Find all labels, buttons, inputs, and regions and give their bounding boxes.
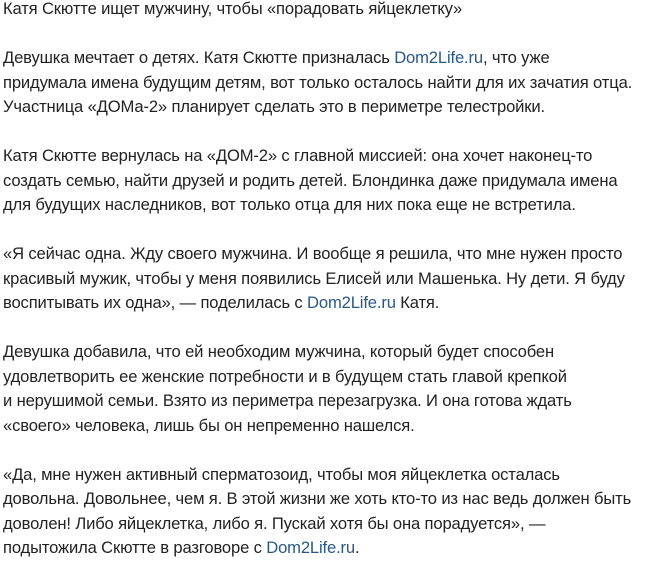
text-run: Катя. (395, 293, 440, 312)
paragraph-2 (3, 144, 670, 218)
paragraph-line: придумала имена будущим детям, вот только осталось найти для их зачатия отца. (3, 72, 633, 92)
paragraph-line: красивый мужик, чтобы у меня появились Елисей или Машенька. Ну дети. Я буду (3, 268, 625, 288)
dom2life-link[interactable]: Dom2Life.ru (307, 293, 396, 312)
text-run: . (354, 538, 360, 557)
paragraph-line (3, 291, 670, 316)
article-title (3, 0, 670, 22)
paragraph-line: Девушка добавила, что ей необходим мужчина, который будет способен (3, 342, 554, 361)
text-run: Девушка мечтает о детях. Катя Скютте призналась (3, 48, 395, 67)
paragraph-line: удовлетворить ее женские потребности и в будущем стать главой крепкой (3, 366, 567, 386)
paragraph-line: для будущих наследников, вот только отца для них пока еще не встретила. (3, 195, 576, 214)
paragraph-line: Участница «ДОМа-2» планирует сделать это в периметре телестройки. (3, 97, 545, 116)
paragraph-line: доволен! Либо яйцеклетка, либо я. Пускай хотя бы она порадуется», — (3, 513, 546, 533)
paragraph-line (3, 46, 670, 71)
paragraph-line (3, 536, 670, 561)
paragraph-1 (3, 46, 670, 120)
paragraph-line: довольна. Довольнее, чем я. В этой жизни же хоть кто-то из нас ведь должен быть (3, 489, 632, 508)
text-run: подытожила Скютте в разговоре с (3, 538, 267, 557)
text-run: воспитывать их одна», — поделилась с (3, 293, 308, 312)
paragraph-3-quote (3, 242, 670, 316)
paragraph-line: и нерушимой семьи. Взято из периметра перезагрузка. И она готова ждать (3, 391, 572, 410)
paragraph-4 (3, 340, 670, 438)
paragraph-line: «Я сейчас одна. Жду своего мужчина. И вообще я решила, что мне нужен просто (3, 244, 623, 263)
text-run: , что уже (482, 48, 550, 67)
paragraph-line: Катя Скютте вернулась на «ДОМ-2» с главной миссией: она хочет наконец-то (3, 146, 593, 165)
article-body (3, 0, 670, 585)
dom2life-link[interactable]: Dom2Life.ru (394, 48, 483, 67)
title-text: Катя Скютте ищет мужчину, чтобы «порадовать яйцеклетку» (3, 0, 463, 18)
dom2life-link[interactable]: Dom2Life.ru (266, 538, 355, 557)
paragraph-line: «Да, мне нужен активный сперматозоид, чтобы моя яйцеклетка осталась (3, 464, 560, 484)
paragraph-5-quote (3, 463, 670, 561)
paragraph-line: создать семью, найти друзей и родить детей. Блондинка даже придумала имена (3, 170, 618, 190)
paragraph-line: «своего» человека, лишь бы он непременно нашелся. (3, 415, 415, 435)
